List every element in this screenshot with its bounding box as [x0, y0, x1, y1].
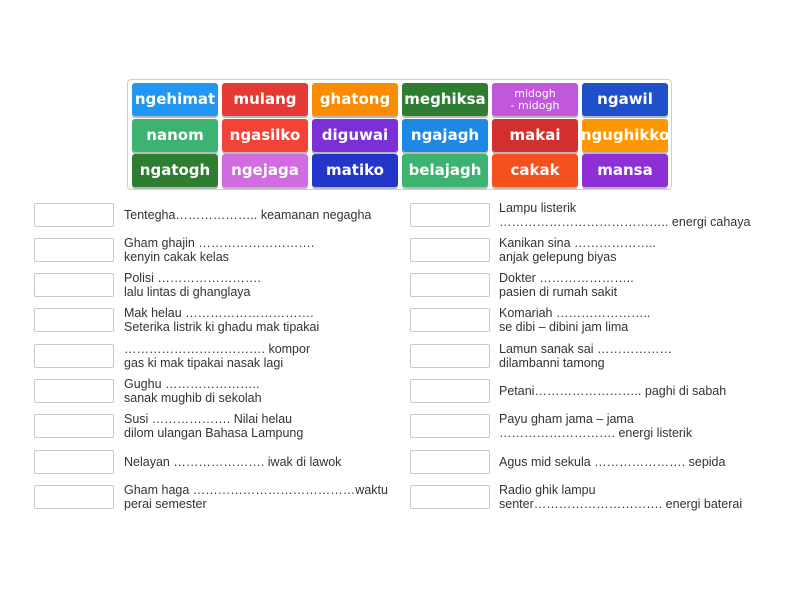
word-tile[interactable] [402, 154, 488, 187]
sentence-text: Komariah ………………….. se dibi – dibini jam lima [499, 306, 651, 334]
drop-box[interactable] [410, 344, 490, 368]
sentence-text: Tentegha……………….. keamanan negagha [124, 208, 372, 222]
word-tile[interactable] [132, 83, 218, 116]
sentence-text: Gham ghajin ………………………. kenyin cakak kelas [124, 236, 315, 264]
sentence-text: Agus mid sekula …………………. sepida [499, 455, 726, 469]
drop-box[interactable] [34, 344, 114, 368]
word-tile-label: ngejaga [231, 160, 299, 179]
word-tile-label: ngehimat [134, 89, 216, 108]
drop-box[interactable] [410, 273, 490, 297]
word-tile[interactable] [492, 83, 578, 116]
drop-box[interactable] [410, 203, 490, 227]
drop-box[interactable] [410, 414, 490, 438]
drop-box[interactable] [410, 485, 490, 509]
sentence-text: Polisi ……………………. lalu lintas di ghanglaya [124, 271, 261, 299]
word-tile-label: ngughikko [580, 125, 670, 144]
word-tile[interactable] [582, 83, 668, 116]
word-tile[interactable] [312, 83, 398, 116]
word-tile[interactable] [222, 83, 308, 116]
sentence-text: Gughu ………………….. sanak mughib di sekolah [124, 377, 262, 405]
word-tile[interactable] [492, 154, 578, 187]
sentence-text: Nelayan …………………. iwak di lawok [124, 455, 342, 469]
word-tile-label: ghatong [319, 89, 391, 108]
word-tile-label: diguwai [321, 125, 389, 144]
word-tile-label: meghiksa [404, 89, 486, 108]
drop-box[interactable] [34, 379, 114, 403]
word-tile-label: ngajagh [410, 125, 480, 144]
word-tile-label: makai [509, 125, 561, 144]
word-tile-label: matiko [326, 160, 384, 179]
word-tile-label: belajagh [408, 160, 482, 179]
sentence-text: ……………………………. kompor gas ki mak tipakai nasak lagi [124, 342, 311, 370]
word-bank [127, 79, 672, 190]
drop-box[interactable] [34, 450, 114, 474]
sentence-text: Radio ghik lampu senter…………………………. energi baterai [499, 483, 743, 511]
sentence-text: Payu gham jama – jama ………………………. energi listerik [499, 412, 693, 440]
sentence-text: Petani…………………….. paghi di sabah [499, 384, 727, 398]
sentence-text: Lamun sanak sai ……………… dilambanni tamong [499, 342, 672, 370]
drop-box[interactable] [410, 238, 490, 262]
word-tile[interactable] [132, 119, 218, 152]
word-tile-label: nanom [146, 125, 204, 144]
drop-box[interactable] [410, 308, 490, 332]
word-tile-label: ngatogh [139, 160, 211, 179]
word-tile[interactable] [402, 119, 488, 152]
drop-box[interactable] [410, 450, 490, 474]
word-tile[interactable] [582, 119, 668, 152]
sentence-text: Mak helau …………………………. Seterika listrik ki ghadu mak tipakai [124, 306, 320, 334]
word-tile-label: cakak [510, 160, 560, 179]
drop-box[interactable] [410, 379, 490, 403]
word-tile-label: mulang [233, 89, 297, 108]
word-tile[interactable] [582, 154, 668, 187]
word-tile[interactable] [312, 119, 398, 152]
drop-box[interactable] [34, 203, 114, 227]
word-tile[interactable] [222, 119, 308, 152]
drop-box[interactable] [34, 414, 114, 438]
sentence-text: Kanikan sina ……………….. anjak gelepung biyas [499, 236, 656, 264]
word-tile[interactable] [312, 154, 398, 187]
word-tile[interactable] [492, 119, 578, 152]
word-tile-label: midogh - midogh [510, 86, 560, 112]
word-tile[interactable] [402, 83, 488, 116]
word-tile[interactable] [132, 154, 218, 187]
sentence-text: Susi ………………. Nilai helau dilom ulangan Bahasa Lampung [124, 412, 304, 440]
drop-box[interactable] [34, 485, 114, 509]
word-tile-label: mansa [597, 160, 653, 179]
word-tile-label: ngawil [597, 89, 653, 108]
sentence-text: Gham haga …………………………………waktu perai semester [124, 483, 388, 511]
drop-box[interactable] [34, 308, 114, 332]
drop-box[interactable] [34, 238, 114, 262]
sentence-text: Dokter ………………….. pasien di rumah sakit [499, 271, 634, 299]
sentence-text: Lampu listerik ………………………………….. energi cahaya [499, 201, 751, 229]
word-tile-label: ngasilko [229, 125, 301, 144]
drop-box[interactable] [34, 273, 114, 297]
word-tile[interactable] [222, 154, 308, 187]
